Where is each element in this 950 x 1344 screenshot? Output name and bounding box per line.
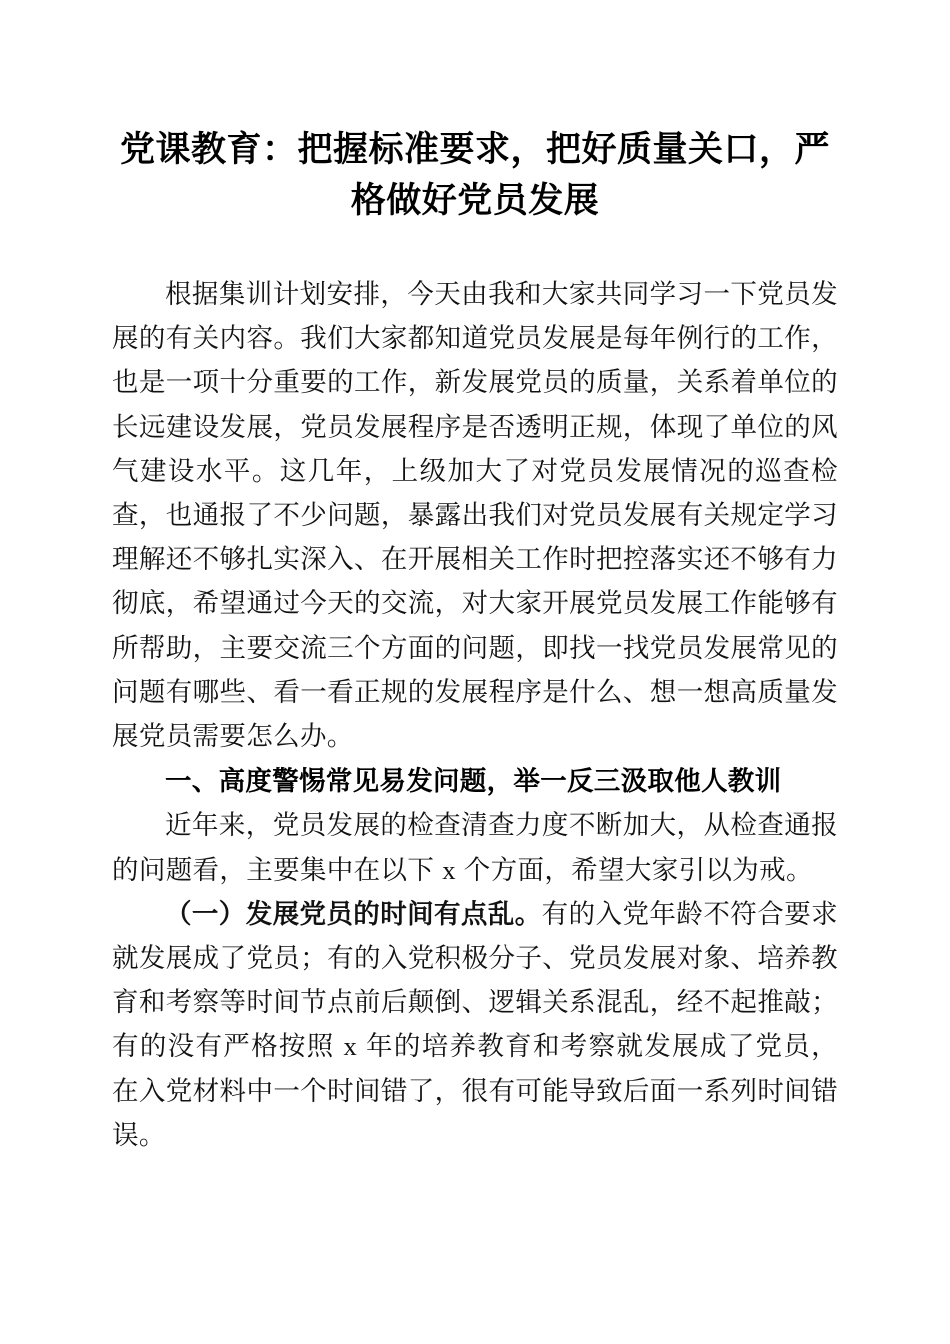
- paragraph-recent-years-text-a: 近年来，党员发展的检查清查力度不断加大，从检查通报的问题看，主要集中在以下: [112, 810, 838, 885]
- paragraph-recent-years: [112, 803, 838, 891]
- page-title-line-2: 格做好党员发展: [350, 181, 600, 220]
- section-heading-one: 一、高度警惕常见易发问题，举一反三汲取他人教训: [165, 766, 782, 797]
- subsection-one-text-b: 年的培养教育和考察就发展成了党员，在入党材料中一个时间错了，很有可能导致后面一系列时间错误。: [112, 1031, 838, 1150]
- page-title: [112, 0, 838, 226]
- subsection-one-paragraph: [112, 892, 838, 1157]
- document-content-column: [112, 0, 838, 1157]
- subsection-one-text-a: 有的入党年龄不符合要求就发展成了党员；有的入党积极分子、党员发展对象、培养教育和考察等时间节点前后颠倒、逻辑关系混乱，经不起推敲；有的没有严格按照: [112, 898, 838, 1062]
- variable-years-x: x: [343, 1031, 358, 1062]
- paragraph-recent-years-text-b: 个方面，希望大家引以为戒。: [456, 854, 813, 885]
- page-title-line-1: 党课教育：把握标准要求，把好质量关口，严: [119, 130, 830, 169]
- subsection-one-label: （一）发展党员的时间有点乱。: [165, 898, 542, 929]
- paragraph-intro: 根据集训计划安排，今天由我和大家共同学习一下党员发展的有关内容。我们大家都知道党员发展是每年例行的工作，也是一项十分重要的工作，新发展党员的质量，关系着单位的长远建设发展，党员发展程序是否透明正规，体现了单位的风气建设水平。这几年，上级加大了对党员发展情况的巡查检查，也通报了不少问题，暴露出我们对党员发展有关规定学习理解还不够扎实深入、在开展相关工作时把控落实还不够有力彻底，希望通过今天的交流，对大家开展党员发展工作能够有所帮助，主要交流三个方面的问题，即找一找党员发展常见的问题有哪些、看一看正规的发展程序是什么、想一想高质量发展党员需要怎么办。: [112, 279, 838, 752]
- variable-count-x: x: [442, 854, 456, 885]
